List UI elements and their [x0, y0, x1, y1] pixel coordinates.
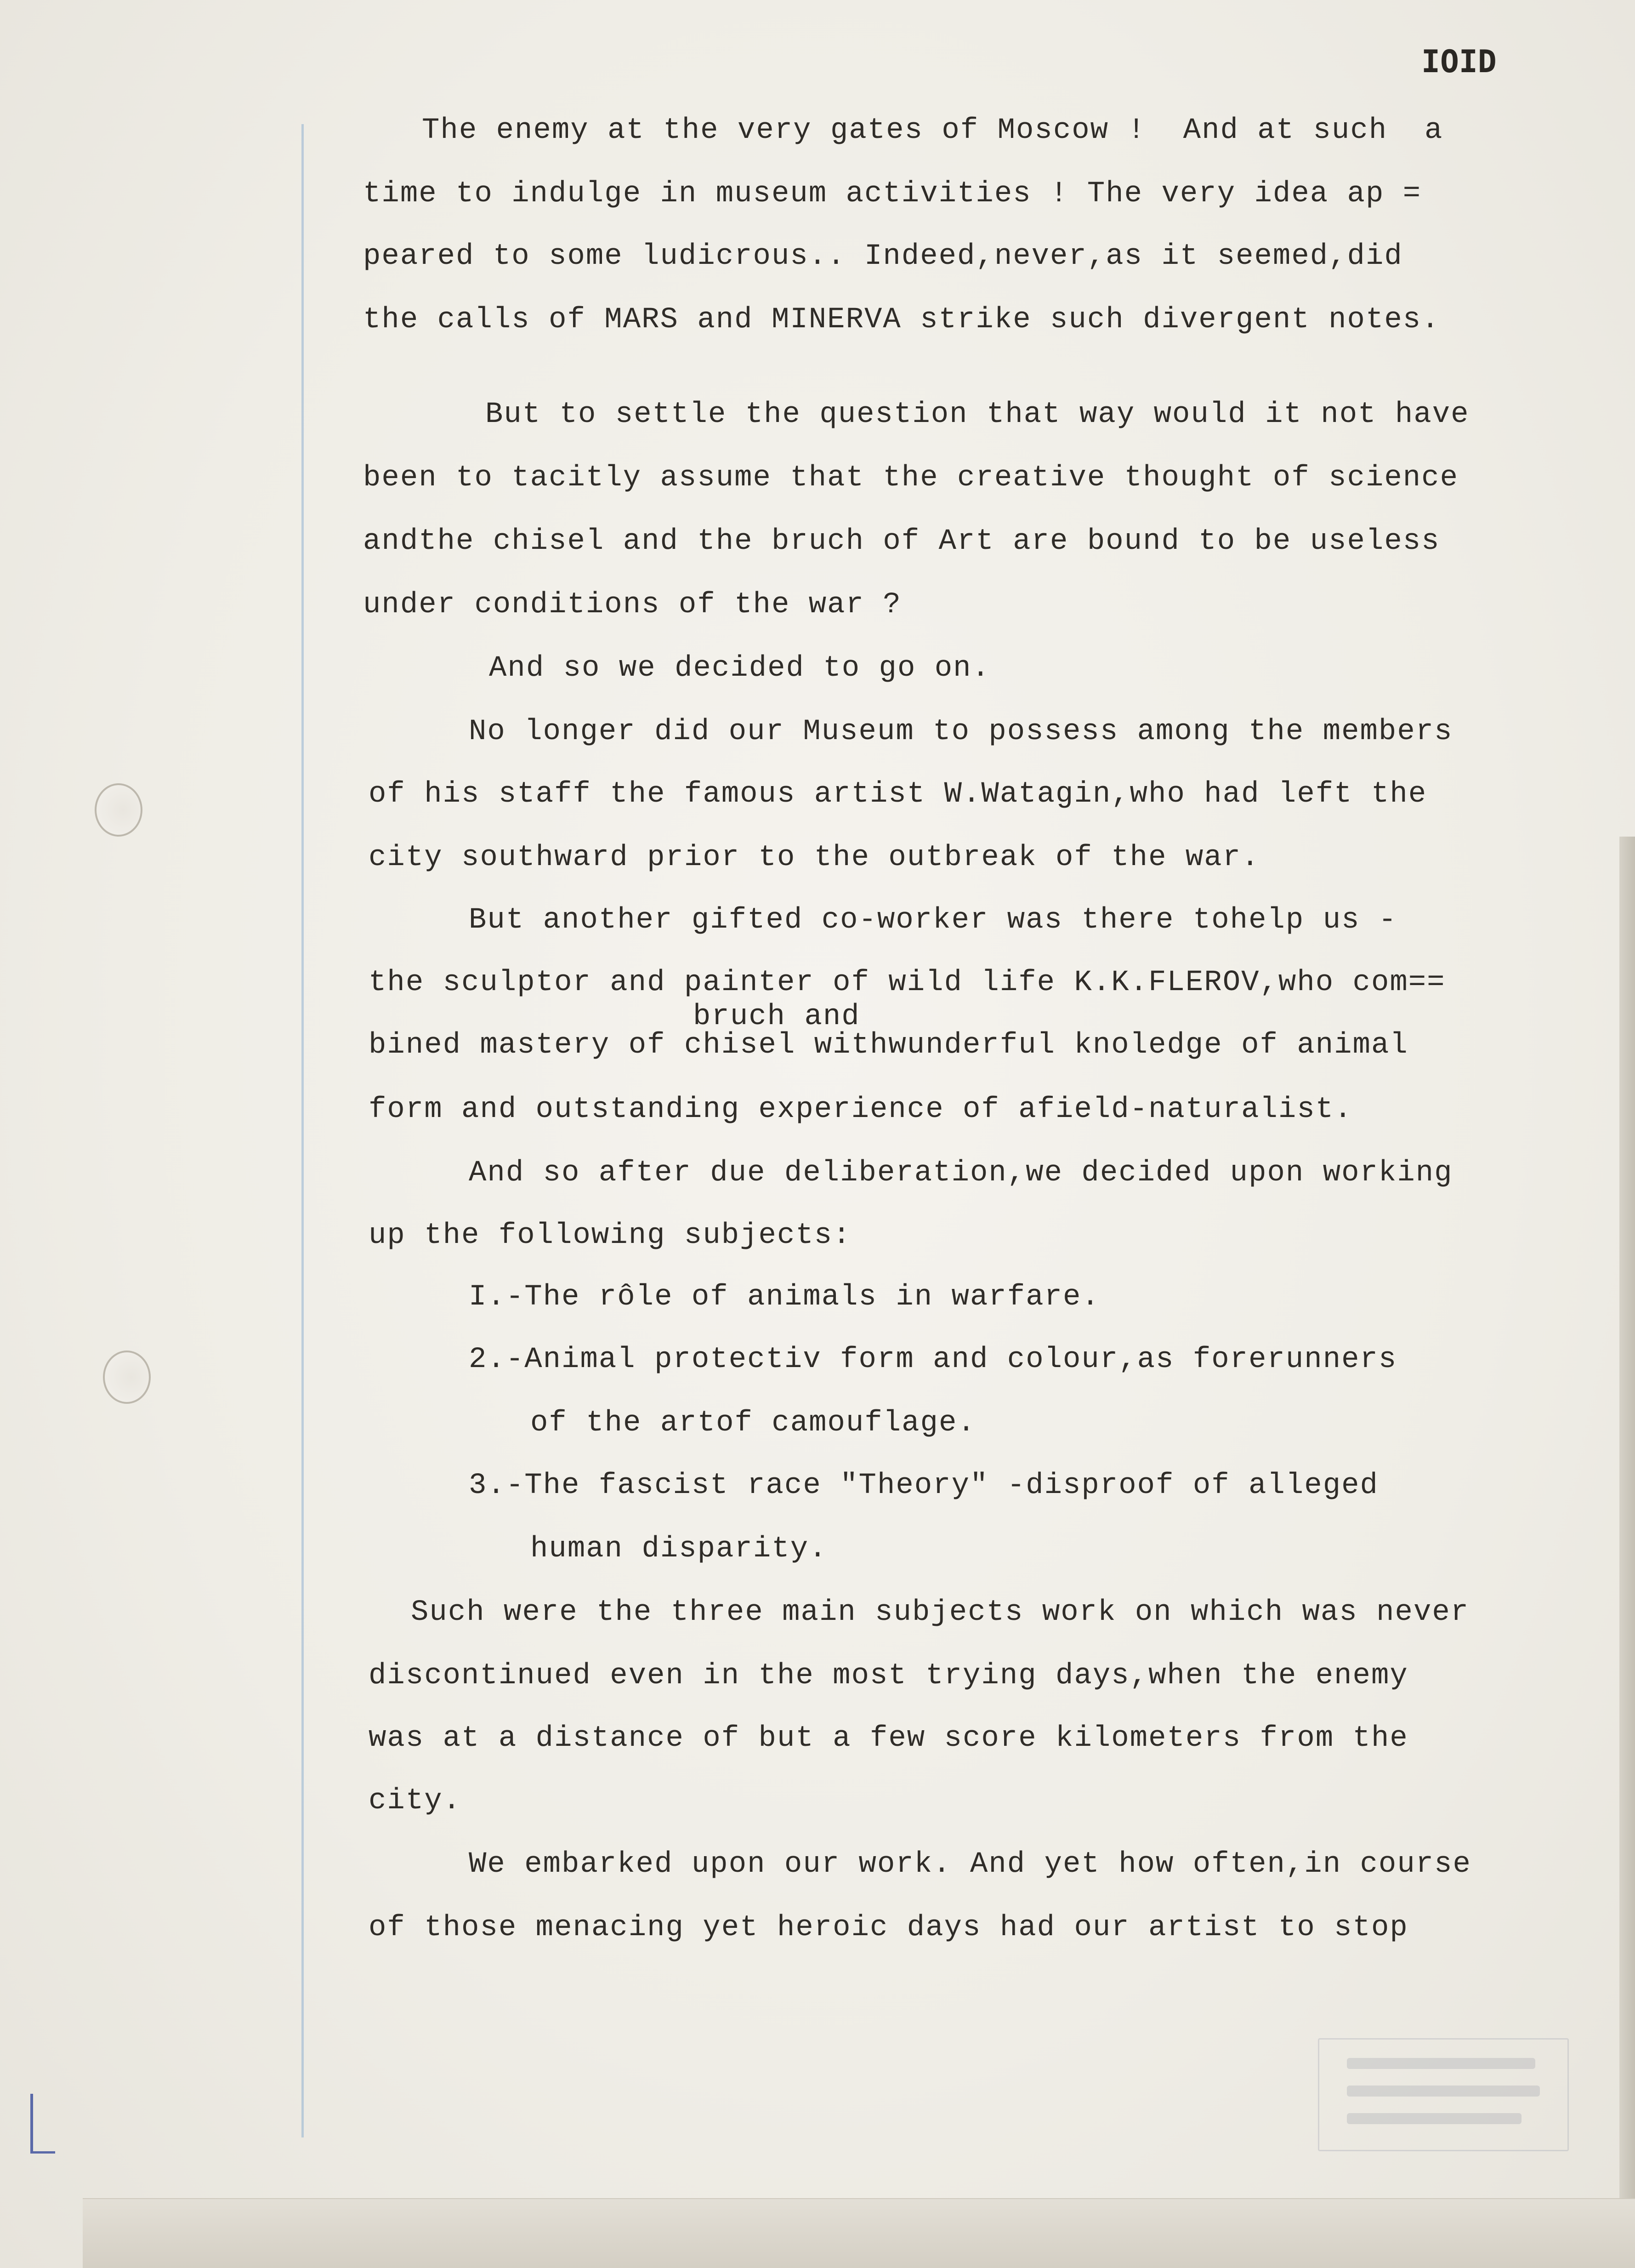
list-item-continuation: human disparity. [530, 1533, 828, 1566]
text-line: And so we decided to go on. [489, 652, 990, 685]
text-line: form and outstanding experience of afield-naturalist. [369, 1093, 1353, 1126]
text-line: Such were the three main subjects work on which was never [411, 1596, 1470, 1629]
margin-pencil-line [301, 124, 304, 2137]
punch-hole-lower [103, 1351, 151, 1404]
text-line: the calls of MARS and MINERVA strike such divergent notes. [363, 303, 1440, 336]
list-item-continuation: of the artof camouflage. [530, 1407, 976, 1440]
faded-archive-stamp [1318, 2038, 1569, 2151]
text-line: andthe chisel and the bruch of Art are bound to be useless [363, 525, 1440, 558]
text-line: under conditions of the war ? [363, 588, 902, 621]
text-line: city. [369, 1784, 462, 1818]
list-item: 2.-Animal protectiv form and colour,as forerunners [469, 1343, 1397, 1376]
text-line: And so after due deliberation,we decided upon working [469, 1157, 1453, 1190]
punch-hole-upper [95, 783, 142, 837]
text-line: peared to some ludicrous.. Indeed,never,as it seemed,did [363, 240, 1403, 273]
text-line: of those menacing yet heroic days had our artist to stop [369, 1911, 1408, 1944]
interlinear-insertion: bruch and [693, 1000, 860, 1033]
list-item: I.-The rôle of animals in warfare. [469, 1281, 1100, 1314]
text-line: the sculptor and painter of wild life K.K.FLEROV,who com== [369, 966, 1446, 999]
text-line: been to tacitly assume that the creative thought of science [363, 462, 1459, 495]
text-line: But another gifted co-worker was there tohelp us - [469, 904, 1397, 937]
list-item: 3.-The fascist race "Theory" -disproof of alleged [469, 1469, 1379, 1502]
stamp-line [1347, 2086, 1540, 2097]
stamp-line [1347, 2058, 1535, 2069]
margin-ink-mark [30, 2094, 33, 2154]
text-line: of his staff the famous artist W.Watagin,who had left the [369, 778, 1427, 811]
text-line: We embarked upon our work. And yet how often,in course [469, 1848, 1471, 1881]
text-line: The enemy at the very gates of Moscow ! And at such a [422, 114, 1443, 147]
text-line: time to indulge in museum activities ! The very idea ap = [363, 177, 1422, 211]
text-line: was at a distance of but a few score kilometers from the [369, 1722, 1408, 1755]
text-line: No longer did our Museum to possess among the members [469, 715, 1453, 748]
underlying-page-edge [1619, 837, 1635, 2268]
margin-ink-mark-foot [30, 2151, 55, 2154]
text-line: bined mastery of chisel withwunderful knoledge of animal [369, 1029, 1408, 1062]
text-line: But to settle the question that way would it not have [485, 398, 1470, 431]
page-number: IOID [1421, 44, 1497, 80]
text-line: discontinued even in the most trying days,when the enemy [369, 1659, 1408, 1692]
text-line: city southward prior to the outbreak of the war. [369, 841, 1260, 874]
text-line: up the following subjects: [369, 1219, 852, 1252]
stamp-line [1347, 2113, 1521, 2124]
underlying-page-bottom [83, 2198, 1635, 2268]
